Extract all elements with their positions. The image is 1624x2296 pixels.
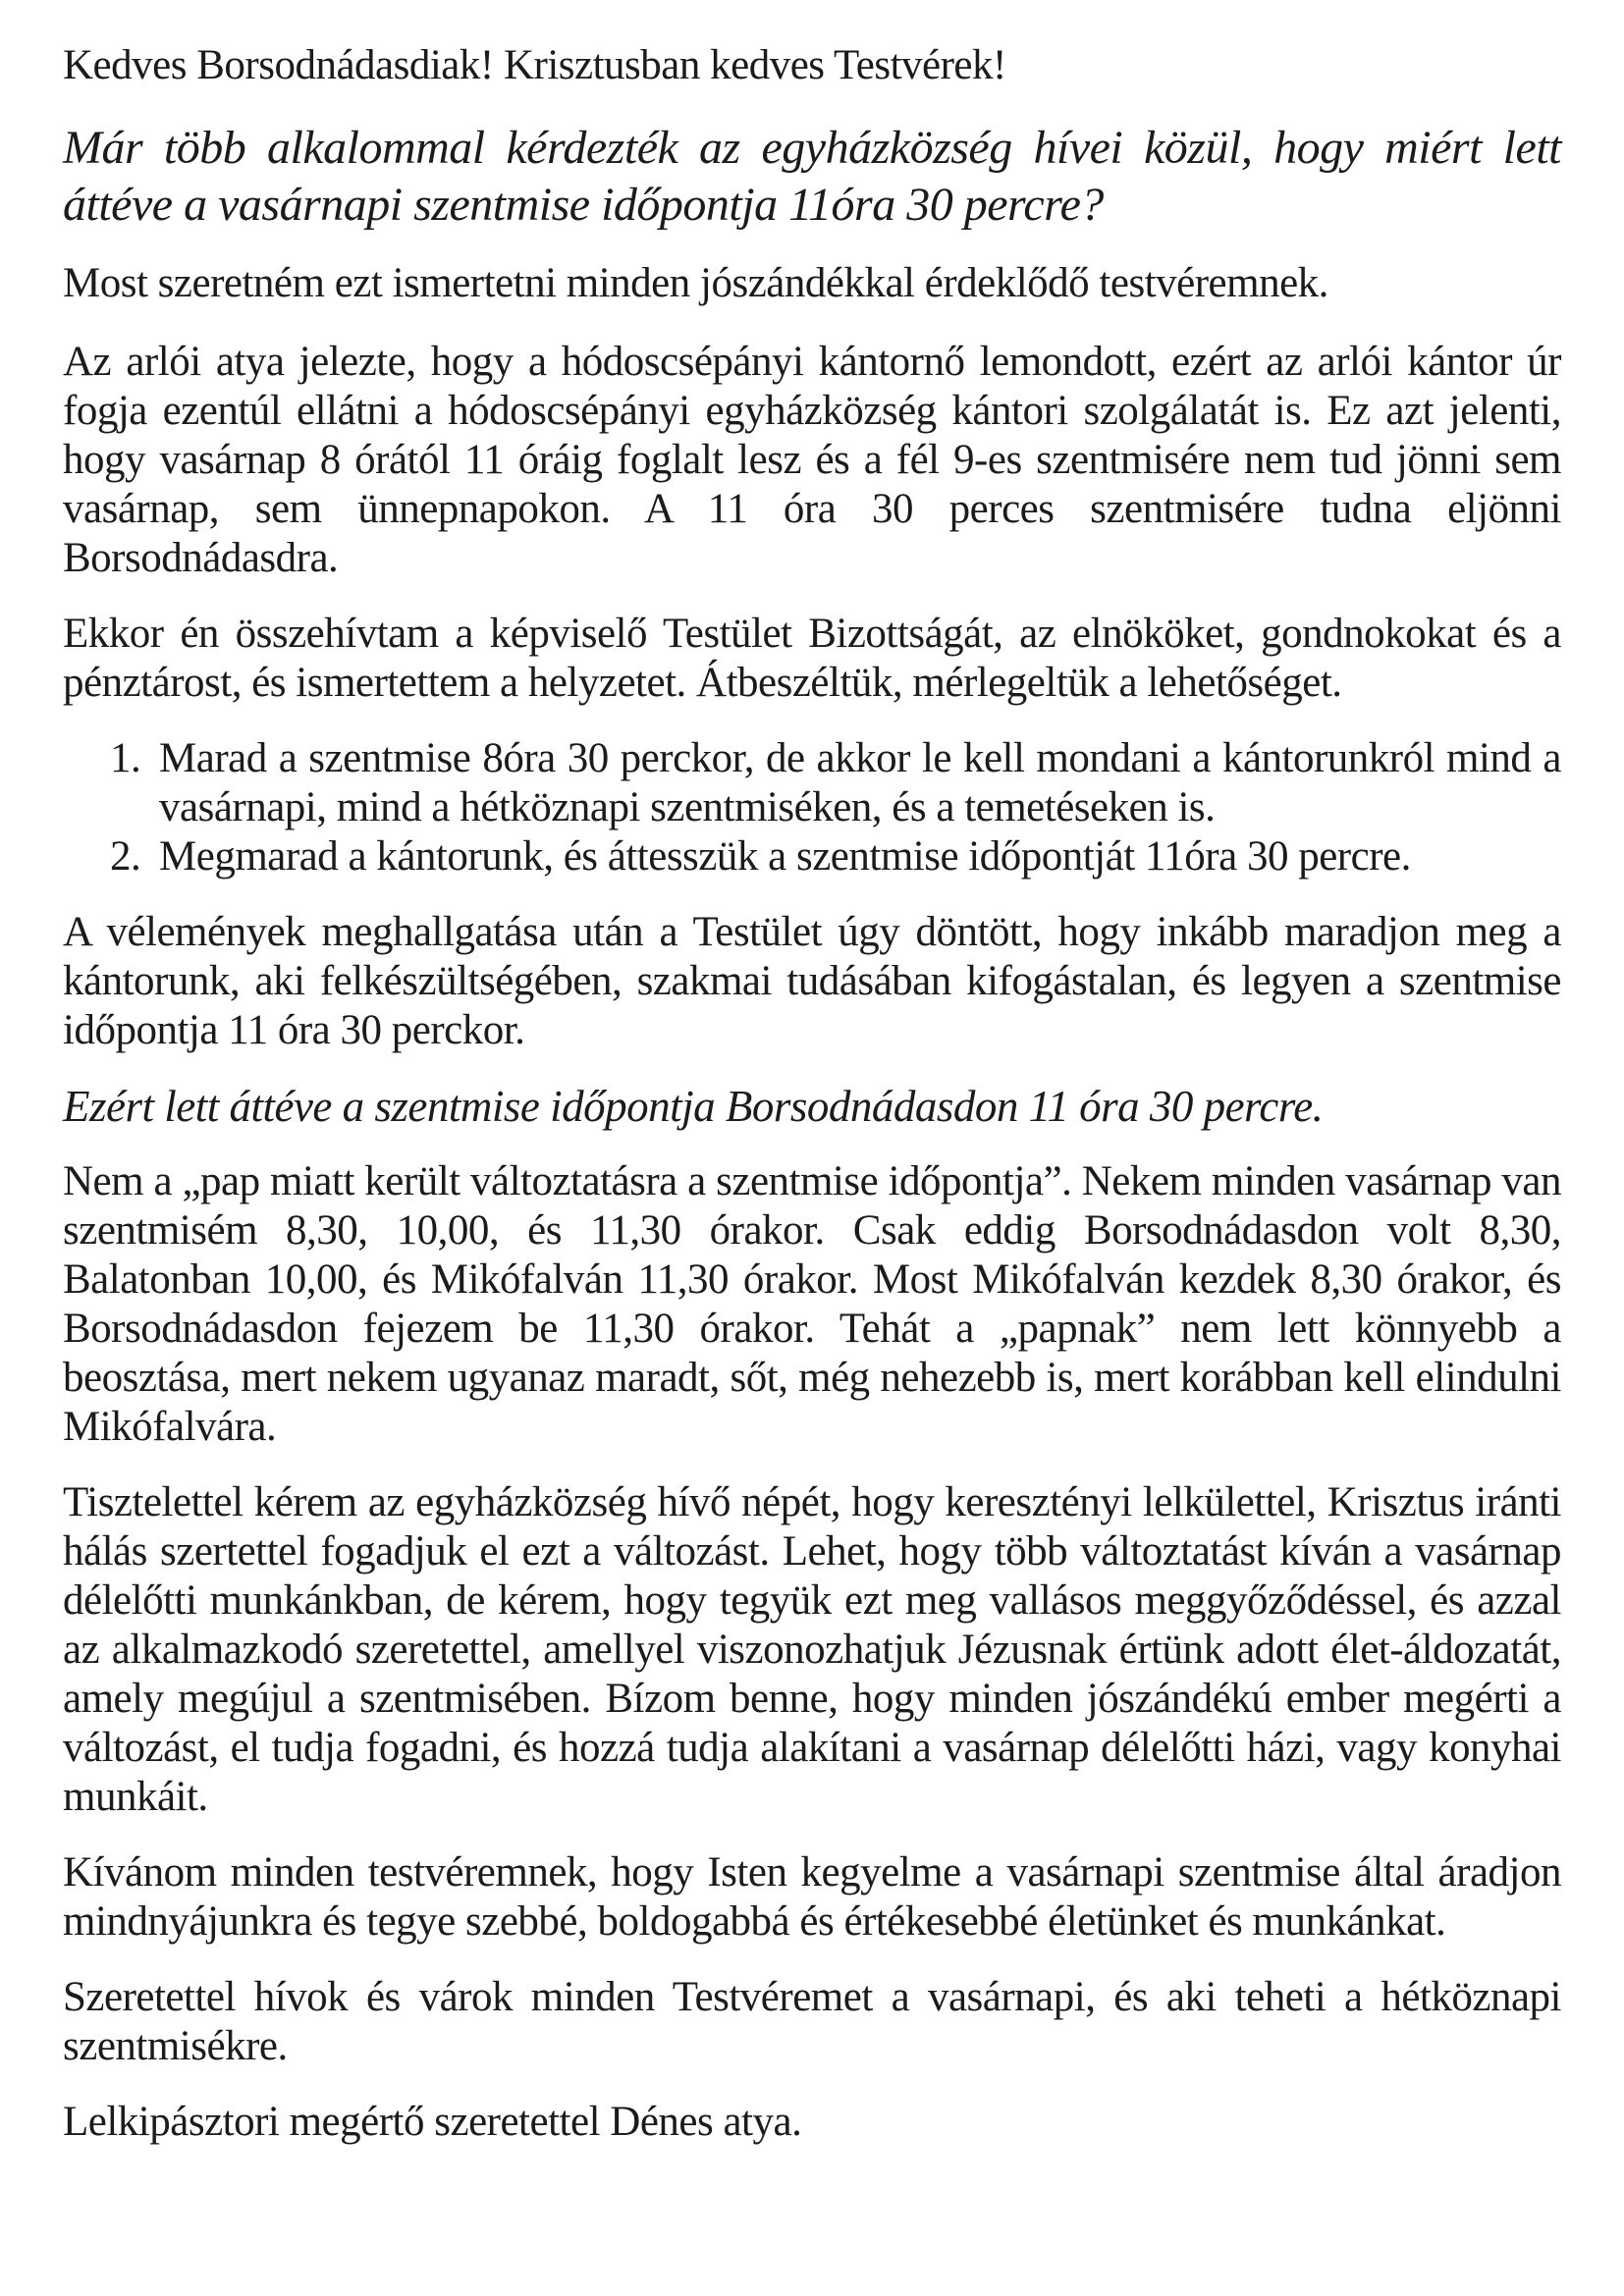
signature-line: Lelkipásztori megértő szeretettel Dénes atya.	[63, 2099, 802, 2145]
appeal-paragraph: Tisztelettel kérem az egyházközség hívő népét, hogy keresztényi lelkülettel, Krisztus iránti hálás szertettel fogadjuk el ezt a változást. Lehet, hogy több változtatást kíván a vasárnap délelőtti munkánkban, de kérem, hogy tegyük ezt meg vallásos meggyőződéssel, és azzal az alkalmazkodó szeretettel, amellyel viszonozhatjuk Jézusnak értünk adott élet-áldozatát, amely megújul a szentmisében. Bízom benne, hogy minden jószándékú ember megérti a változást, el tudja fogadni, és hozzá tudja alakítani a vasárnap délelőtti házi, vagy konyhai munkáit.	[63, 1479, 1561, 1820]
question-paragraph: Már több alkalommal kérdezték az egyházközség hívei közül, hogy miért lett áttéve a vasárnapi szentmise időpontja 11óra 30 percre?	[63, 122, 1561, 231]
invitation-paragraph: Szeretettel hívok és várok minden Testvéremet a vasárnapi, és aki teheti a hétköznapi szentmisékre.	[63, 1974, 1561, 2069]
blessing-paragraph: Kívánom minden testvéremnek, hogy Isten kegyelme a vasárnapi szentmise által áradjon mindnyájunkra és tegye szebbé, boldogabbá és értékesebbé életünket és munkánkat.	[63, 1849, 1561, 1945]
option-number: 1.	[110, 735, 141, 781]
option-item-1	[63, 734, 1561, 832]
greeting-line: Kedves Borsodnádasdiak! Krisztusban kedves Testvérek!	[63, 42, 1006, 88]
option-number: 2.	[110, 833, 141, 880]
intro-paragraph: Most szeretném ezt ismertetni minden jószándékkal érdeklődő testvéremnek.	[63, 260, 1328, 306]
cantor-news-paragraph: Az arlói atya jelezte, hogy a hódoscsépányi kántornő lemondott, ezért az arlói kántor úr fogja ezentúl ellátni a hódoscsépányi egyházközség kántori szolgálatát is. Ez azt jelenti, hogy vasárnap 8 órától 11 óráig foglalt lesz és a fél 9-es szentmisére nem tud jönni sem vasárnap, sem ünnepnapokon. A 11 óra 30 perces szentmisére tudna eljönni Borsodnádasdra.	[63, 339, 1561, 581]
option-text: Marad a szentmise 8óra 30 perckor, de akkor le kell mondani a kántorunkról mind a vasárnapi, mind a hétköznapi szentmiséken, és a temetéseken is.	[159, 735, 1561, 830]
option-text: Megmarad a kántorunk, és áttesszük a szentmise időpontját 11óra 30 percre.	[159, 833, 1411, 880]
decision-paragraph: A vélemények meghallgatása után a Testület úgy döntött, hogy inkább maradjon meg a kántorunk, aki felkészültségében, szakmai tudásában kifogástalan, és legyen a szentmise időpontja 11 óra 30 perckor.	[63, 909, 1561, 1053]
schedule-paragraph: Nem a „pap miatt került változtatásra a szentmise időpontja”. Nekem minden vasárnap van szentmisém 8,30, 10,00, és 11,30 órakor. Csak eddig Borsodnádasdon volt 8,30, Balatonban 10,00, és Mikófalván 11,30 órakor. Most Mikófalván kezdek 8,30 órakor, és Borsodnádasdon fejezem be 11,30 órakor. Tehát a „papnak” nem lett könnyebb a beosztása, mert nekem ugyanaz maradt, sőt, még nehezebb is, mert korábban kell elindulni Mikófalvára.	[63, 1158, 1561, 1450]
meeting-paragraph: Ekkor én összehívtam a képviselő Testület Bizottságát, az elnököket, gondnokokat és a pénztárost, és ismertettem a helyzetet. Átbeszéltük, mérlegeltük a lehetőséget.	[63, 611, 1561, 706]
option-item-2	[63, 832, 1561, 881]
options-list	[63, 734, 1561, 881]
conclusion-italic-line: Ezért lett áttéve a szentmise időpontja Borsodnádasdon 11 óra 30 percre.	[63, 1082, 1324, 1131]
